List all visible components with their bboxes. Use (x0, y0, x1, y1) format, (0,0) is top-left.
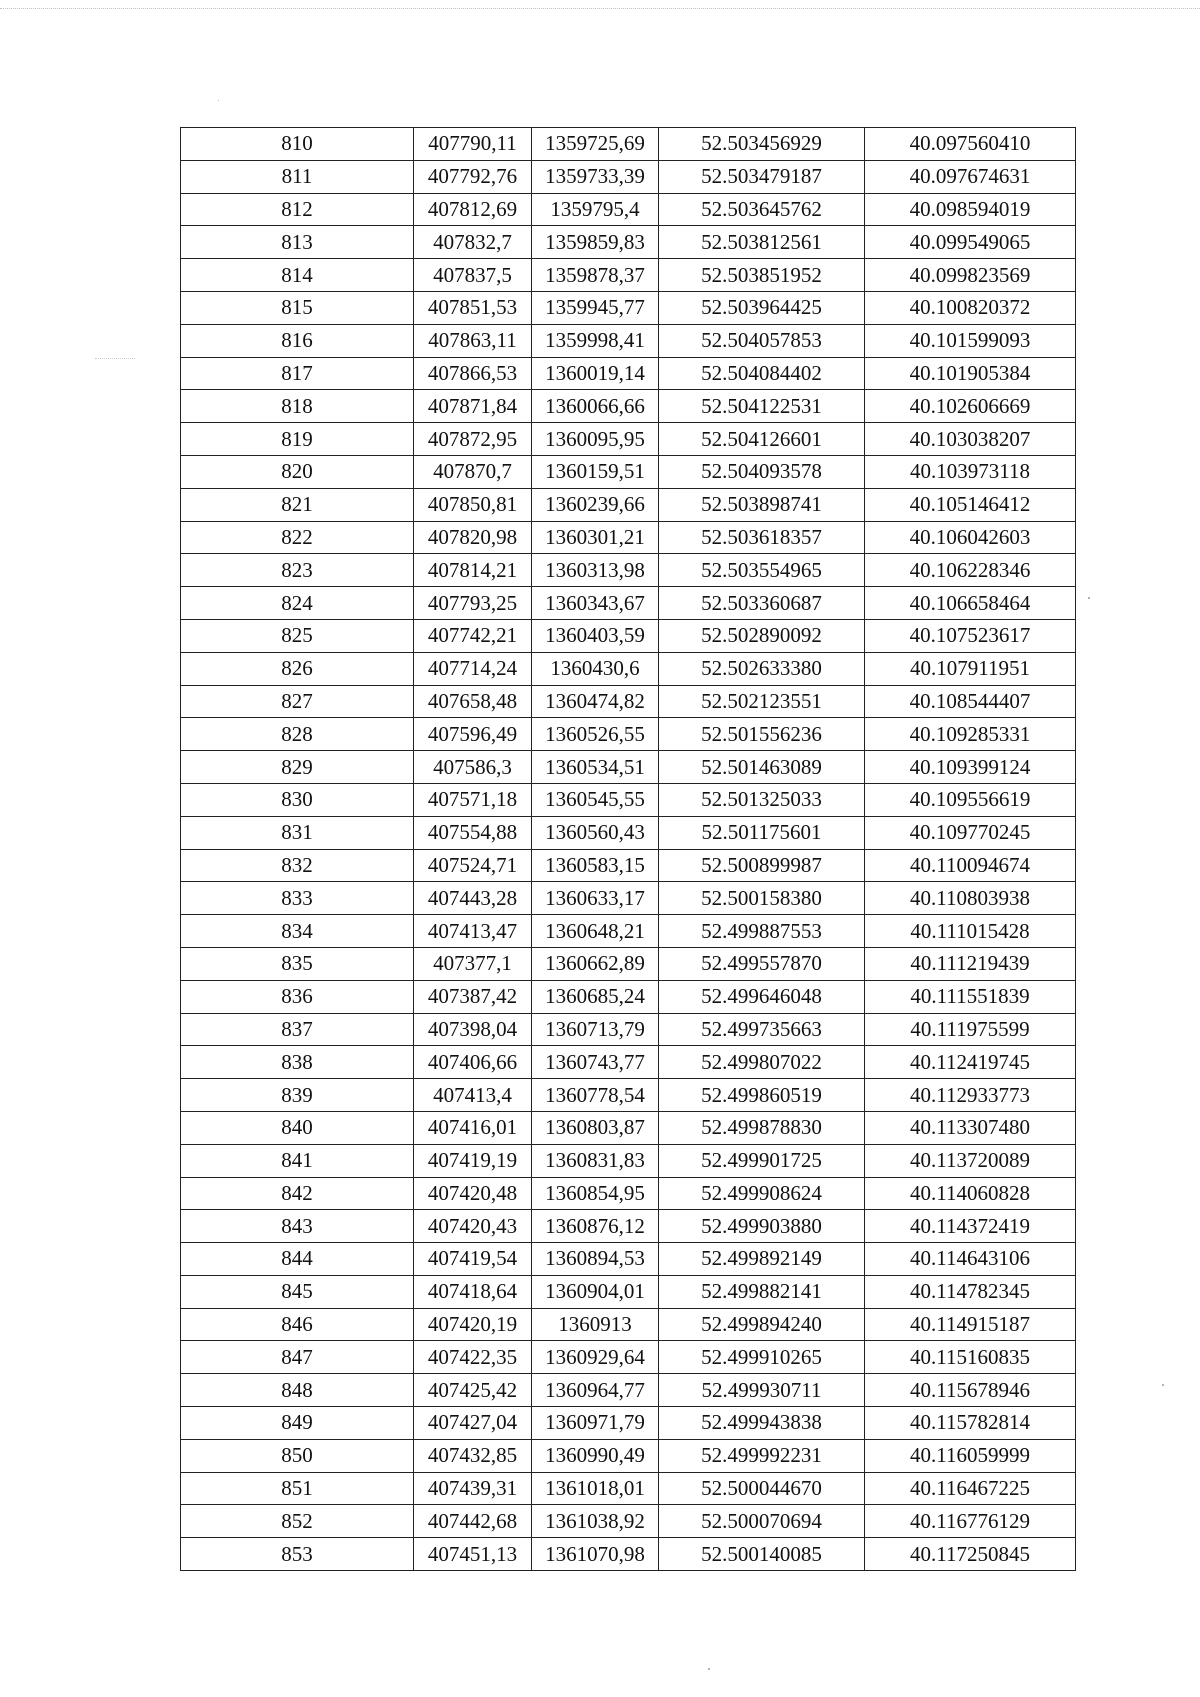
x-coordinate-cell: 407820,98 (414, 521, 532, 554)
table-row (181, 1046, 1076, 1079)
point-number-cell: 825 (181, 619, 414, 652)
longitude-cell: 40.114915187 (865, 1308, 1076, 1341)
y-coordinate-cell: 1361038,92 (532, 1505, 659, 1538)
point-number-cell: 823 (181, 554, 414, 587)
longitude-cell: 40.107523617 (865, 619, 1076, 652)
point-number-cell: 846 (181, 1308, 414, 1341)
table-row (181, 882, 1076, 915)
x-coordinate-cell: 407406,66 (414, 1046, 532, 1079)
point-number-cell: 838 (181, 1046, 414, 1079)
latitude-cell: 52.499903880 (659, 1210, 865, 1243)
point-number-cell: 841 (181, 1144, 414, 1177)
y-coordinate-cell: 1361018,01 (532, 1472, 659, 1505)
latitude-cell: 52.502633380 (659, 652, 865, 685)
point-number-cell: 815 (181, 291, 414, 324)
longitude-cell: 40.097560410 (865, 128, 1076, 161)
latitude-cell: 52.499901725 (659, 1144, 865, 1177)
longitude-cell: 40.108544407 (865, 685, 1076, 718)
latitude-cell: 52.503456929 (659, 128, 865, 161)
x-coordinate-cell: 407413,47 (414, 915, 532, 948)
point-number-cell: 843 (181, 1210, 414, 1243)
longitude-cell: 40.112419745 (865, 1046, 1076, 1079)
y-coordinate-cell: 1360990,49 (532, 1439, 659, 1472)
table-row (181, 685, 1076, 718)
x-coordinate-cell: 407420,19 (414, 1308, 532, 1341)
x-coordinate-cell: 407571,18 (414, 783, 532, 816)
y-coordinate-cell: 1360239,66 (532, 488, 659, 521)
longitude-cell: 40.097674631 (865, 160, 1076, 193)
latitude-cell: 52.503360687 (659, 587, 865, 620)
x-coordinate-cell: 407419,54 (414, 1243, 532, 1276)
scan-artifact (95, 358, 135, 359)
point-number-cell: 851 (181, 1472, 414, 1505)
table-row (181, 226, 1076, 259)
scan-speck (1088, 597, 1090, 599)
table-row (181, 783, 1076, 816)
latitude-cell: 52.500070694 (659, 1505, 865, 1538)
longitude-cell: 40.115160835 (865, 1341, 1076, 1374)
x-coordinate-cell: 407851,53 (414, 291, 532, 324)
longitude-cell: 40.099823569 (865, 259, 1076, 292)
table-row (181, 357, 1076, 390)
table-row (181, 1308, 1076, 1341)
point-number-cell: 834 (181, 915, 414, 948)
longitude-cell: 40.109285331 (865, 718, 1076, 751)
x-coordinate-cell: 407387,42 (414, 980, 532, 1013)
coordinates-table (180, 127, 1076, 1571)
y-coordinate-cell: 1359795,4 (532, 193, 659, 226)
table-row (181, 1144, 1076, 1177)
latitude-cell: 52.503964425 (659, 291, 865, 324)
y-coordinate-cell: 1359725,69 (532, 128, 659, 161)
longitude-cell: 40.117250845 (865, 1538, 1076, 1571)
longitude-cell: 40.116776129 (865, 1505, 1076, 1538)
latitude-cell: 52.501175601 (659, 816, 865, 849)
latitude-cell: 52.503851952 (659, 259, 865, 292)
point-number-cell: 810 (181, 128, 414, 161)
table-row (181, 718, 1076, 751)
x-coordinate-cell: 407422,35 (414, 1341, 532, 1374)
y-coordinate-cell: 1360904,01 (532, 1275, 659, 1308)
y-coordinate-cell: 1360803,87 (532, 1111, 659, 1144)
y-coordinate-cell: 1360066,66 (532, 390, 659, 423)
scan-edge-line (0, 8, 1200, 9)
y-coordinate-cell: 1361070,98 (532, 1538, 659, 1571)
table-row (181, 1177, 1076, 1210)
table-row (181, 587, 1076, 620)
point-number-cell: 816 (181, 324, 414, 357)
y-coordinate-cell: 1360913 (532, 1308, 659, 1341)
latitude-cell: 52.502123551 (659, 685, 865, 718)
y-coordinate-cell: 1360313,98 (532, 554, 659, 587)
longitude-cell: 40.110803938 (865, 882, 1076, 915)
latitude-cell: 52.499878830 (659, 1111, 865, 1144)
table-row (181, 915, 1076, 948)
x-coordinate-cell: 407790,11 (414, 128, 532, 161)
longitude-cell: 40.116059999 (865, 1439, 1076, 1472)
table-row (181, 1505, 1076, 1538)
table-row (181, 128, 1076, 161)
longitude-cell: 40.110094674 (865, 849, 1076, 882)
x-coordinate-cell: 407870,7 (414, 455, 532, 488)
y-coordinate-cell: 1360633,17 (532, 882, 659, 915)
y-coordinate-cell: 1360095,95 (532, 423, 659, 456)
point-number-cell: 820 (181, 455, 414, 488)
scan-speck (218, 100, 219, 101)
y-coordinate-cell: 1359859,83 (532, 226, 659, 259)
y-coordinate-cell: 1360876,12 (532, 1210, 659, 1243)
latitude-cell: 52.500044670 (659, 1472, 865, 1505)
latitude-cell: 52.503554965 (659, 554, 865, 587)
point-number-cell: 812 (181, 193, 414, 226)
x-coordinate-cell: 407586,3 (414, 751, 532, 784)
table-row (181, 1013, 1076, 1046)
table-row (181, 521, 1076, 554)
table-row (181, 751, 1076, 784)
longitude-cell: 40.103038207 (865, 423, 1076, 456)
longitude-cell: 40.115782814 (865, 1407, 1076, 1440)
longitude-cell: 40.103973118 (865, 455, 1076, 488)
table-row (181, 1472, 1076, 1505)
latitude-cell: 52.499807022 (659, 1046, 865, 1079)
table-row (181, 488, 1076, 521)
point-number-cell: 836 (181, 980, 414, 1013)
point-number-cell: 847 (181, 1341, 414, 1374)
longitude-cell: 40.105146412 (865, 488, 1076, 521)
x-coordinate-cell: 407793,25 (414, 587, 532, 620)
point-number-cell: 822 (181, 521, 414, 554)
longitude-cell: 40.099549065 (865, 226, 1076, 259)
point-number-cell: 814 (181, 259, 414, 292)
latitude-cell: 52.503898741 (659, 488, 865, 521)
x-coordinate-cell: 407427,04 (414, 1407, 532, 1440)
y-coordinate-cell: 1360685,24 (532, 980, 659, 1013)
table-row (181, 1275, 1076, 1308)
x-coordinate-cell: 407419,19 (414, 1144, 532, 1177)
longitude-cell: 40.111015428 (865, 915, 1076, 948)
longitude-cell: 40.109770245 (865, 816, 1076, 849)
point-number-cell: 818 (181, 390, 414, 423)
x-coordinate-cell: 407420,43 (414, 1210, 532, 1243)
x-coordinate-cell: 407832,7 (414, 226, 532, 259)
x-coordinate-cell: 407714,24 (414, 652, 532, 685)
table-row (181, 619, 1076, 652)
table-row (181, 193, 1076, 226)
point-number-cell: 832 (181, 849, 414, 882)
longitude-cell: 40.115678946 (865, 1374, 1076, 1407)
y-coordinate-cell: 1360474,82 (532, 685, 659, 718)
y-coordinate-cell: 1359733,39 (532, 160, 659, 193)
latitude-cell: 52.503479187 (659, 160, 865, 193)
table-row (181, 1210, 1076, 1243)
table-row (181, 652, 1076, 685)
longitude-cell: 40.109556619 (865, 783, 1076, 816)
y-coordinate-cell: 1360430,6 (532, 652, 659, 685)
y-coordinate-cell: 1360778,54 (532, 1079, 659, 1112)
table-row (181, 816, 1076, 849)
scan-speck (1162, 1384, 1164, 1386)
point-number-cell: 821 (181, 488, 414, 521)
table-row (181, 324, 1076, 357)
table-row (181, 259, 1076, 292)
y-coordinate-cell: 1360929,64 (532, 1341, 659, 1374)
table-row (181, 291, 1076, 324)
y-coordinate-cell: 1360971,79 (532, 1407, 659, 1440)
x-coordinate-cell: 407451,13 (414, 1538, 532, 1571)
table-row (181, 1374, 1076, 1407)
y-coordinate-cell: 1360743,77 (532, 1046, 659, 1079)
table-row (181, 1079, 1076, 1112)
latitude-cell: 52.499894240 (659, 1308, 865, 1341)
y-coordinate-cell: 1360662,89 (532, 947, 659, 980)
point-number-cell: 826 (181, 652, 414, 685)
latitude-cell: 52.499646048 (659, 980, 865, 1013)
longitude-cell: 40.098594019 (865, 193, 1076, 226)
x-coordinate-cell: 407442,68 (414, 1505, 532, 1538)
point-number-cell: 811 (181, 160, 414, 193)
longitude-cell: 40.111219439 (865, 947, 1076, 980)
latitude-cell: 52.504126601 (659, 423, 865, 456)
point-number-cell: 839 (181, 1079, 414, 1112)
longitude-cell: 40.109399124 (865, 751, 1076, 784)
coordinates-table-body (181, 128, 1076, 1571)
latitude-cell: 52.499860519 (659, 1079, 865, 1112)
x-coordinate-cell: 407837,5 (414, 259, 532, 292)
longitude-cell: 40.111975599 (865, 1013, 1076, 1046)
table-row (181, 160, 1076, 193)
latitude-cell: 52.499992231 (659, 1439, 865, 1472)
latitude-cell: 52.500899987 (659, 849, 865, 882)
y-coordinate-cell: 1360894,53 (532, 1243, 659, 1276)
point-number-cell: 842 (181, 1177, 414, 1210)
x-coordinate-cell: 407554,88 (414, 816, 532, 849)
latitude-cell: 52.499887553 (659, 915, 865, 948)
y-coordinate-cell: 1360534,51 (532, 751, 659, 784)
latitude-cell: 52.502890092 (659, 619, 865, 652)
x-coordinate-cell: 407792,76 (414, 160, 532, 193)
point-number-cell: 848 (181, 1374, 414, 1407)
latitude-cell: 52.499892149 (659, 1243, 865, 1276)
longitude-cell: 40.112933773 (865, 1079, 1076, 1112)
y-coordinate-cell: 1360854,95 (532, 1177, 659, 1210)
y-coordinate-cell: 1360019,14 (532, 357, 659, 390)
table-row (181, 849, 1076, 882)
x-coordinate-cell: 407443,28 (414, 882, 532, 915)
longitude-cell: 40.107911951 (865, 652, 1076, 685)
x-coordinate-cell: 407863,11 (414, 324, 532, 357)
y-coordinate-cell: 1360343,67 (532, 587, 659, 620)
x-coordinate-cell: 407418,64 (414, 1275, 532, 1308)
x-coordinate-cell: 407658,48 (414, 685, 532, 718)
point-number-cell: 850 (181, 1439, 414, 1472)
x-coordinate-cell: 407377,1 (414, 947, 532, 980)
y-coordinate-cell: 1360583,15 (532, 849, 659, 882)
latitude-cell: 52.499882141 (659, 1275, 865, 1308)
x-coordinate-cell: 407812,69 (414, 193, 532, 226)
latitude-cell: 52.504093578 (659, 455, 865, 488)
x-coordinate-cell: 407872,95 (414, 423, 532, 456)
latitude-cell: 52.499735663 (659, 1013, 865, 1046)
y-coordinate-cell: 1360648,21 (532, 915, 659, 948)
latitude-cell: 52.499557870 (659, 947, 865, 980)
x-coordinate-cell: 407524,71 (414, 849, 532, 882)
table-row (181, 554, 1076, 587)
table-row (181, 455, 1076, 488)
y-coordinate-cell: 1360545,55 (532, 783, 659, 816)
longitude-cell: 40.106042603 (865, 521, 1076, 554)
table-row (181, 1341, 1076, 1374)
point-number-cell: 827 (181, 685, 414, 718)
latitude-cell: 52.499910265 (659, 1341, 865, 1374)
table-row (181, 947, 1076, 980)
x-coordinate-cell: 407416,01 (414, 1111, 532, 1144)
longitude-cell: 40.114060828 (865, 1177, 1076, 1210)
latitude-cell: 52.500158380 (659, 882, 865, 915)
point-number-cell: 849 (181, 1407, 414, 1440)
x-coordinate-cell: 407866,53 (414, 357, 532, 390)
y-coordinate-cell: 1360403,59 (532, 619, 659, 652)
point-number-cell: 853 (181, 1538, 414, 1571)
table-row (181, 980, 1076, 1013)
point-number-cell: 835 (181, 947, 414, 980)
y-coordinate-cell: 1359878,37 (532, 259, 659, 292)
point-number-cell: 828 (181, 718, 414, 751)
longitude-cell: 40.116467225 (865, 1472, 1076, 1505)
y-coordinate-cell: 1359998,41 (532, 324, 659, 357)
y-coordinate-cell: 1359945,77 (532, 291, 659, 324)
x-coordinate-cell: 407398,04 (414, 1013, 532, 1046)
table-row (181, 1111, 1076, 1144)
latitude-cell: 52.503618357 (659, 521, 865, 554)
latitude-cell: 52.501556236 (659, 718, 865, 751)
y-coordinate-cell: 1360301,21 (532, 521, 659, 554)
point-number-cell: 844 (181, 1243, 414, 1276)
point-number-cell: 831 (181, 816, 414, 849)
latitude-cell: 52.501325033 (659, 783, 865, 816)
longitude-cell: 40.102606669 (865, 390, 1076, 423)
latitude-cell: 52.503812561 (659, 226, 865, 259)
longitude-cell: 40.114643106 (865, 1243, 1076, 1276)
x-coordinate-cell: 407413,4 (414, 1079, 532, 1112)
scan-speck (708, 1668, 710, 1670)
point-number-cell: 845 (181, 1275, 414, 1308)
x-coordinate-cell: 407596,49 (414, 718, 532, 751)
latitude-cell: 52.501463089 (659, 751, 865, 784)
table-row (181, 1538, 1076, 1571)
longitude-cell: 40.114782345 (865, 1275, 1076, 1308)
longitude-cell: 40.101599093 (865, 324, 1076, 357)
y-coordinate-cell: 1360159,51 (532, 455, 659, 488)
longitude-cell: 40.113307480 (865, 1111, 1076, 1144)
table-row (181, 423, 1076, 456)
longitude-cell: 40.106228346 (865, 554, 1076, 587)
x-coordinate-cell: 407850,81 (414, 488, 532, 521)
y-coordinate-cell: 1360964,77 (532, 1374, 659, 1407)
latitude-cell: 52.499943838 (659, 1407, 865, 1440)
x-coordinate-cell: 407439,31 (414, 1472, 532, 1505)
x-coordinate-cell: 407432,85 (414, 1439, 532, 1472)
table-row (181, 1439, 1076, 1472)
latitude-cell: 52.500140085 (659, 1538, 865, 1571)
latitude-cell: 52.499908624 (659, 1177, 865, 1210)
latitude-cell: 52.504057853 (659, 324, 865, 357)
point-number-cell: 819 (181, 423, 414, 456)
point-number-cell: 840 (181, 1111, 414, 1144)
x-coordinate-cell: 407742,21 (414, 619, 532, 652)
x-coordinate-cell: 407420,48 (414, 1177, 532, 1210)
longitude-cell: 40.111551839 (865, 980, 1076, 1013)
point-number-cell: 852 (181, 1505, 414, 1538)
x-coordinate-cell: 407425,42 (414, 1374, 532, 1407)
point-number-cell: 830 (181, 783, 414, 816)
longitude-cell: 40.101905384 (865, 357, 1076, 390)
longitude-cell: 40.100820372 (865, 291, 1076, 324)
x-coordinate-cell: 407814,21 (414, 554, 532, 587)
point-number-cell: 817 (181, 357, 414, 390)
longitude-cell: 40.114372419 (865, 1210, 1076, 1243)
point-number-cell: 837 (181, 1013, 414, 1046)
y-coordinate-cell: 1360713,79 (532, 1013, 659, 1046)
table-row (181, 1407, 1076, 1440)
y-coordinate-cell: 1360560,43 (532, 816, 659, 849)
latitude-cell: 52.499930711 (659, 1374, 865, 1407)
longitude-cell: 40.113720089 (865, 1144, 1076, 1177)
point-number-cell: 813 (181, 226, 414, 259)
point-number-cell: 824 (181, 587, 414, 620)
longitude-cell: 40.106658464 (865, 587, 1076, 620)
x-coordinate-cell: 407871,84 (414, 390, 532, 423)
latitude-cell: 52.504084402 (659, 357, 865, 390)
y-coordinate-cell: 1360831,83 (532, 1144, 659, 1177)
table-row (181, 1243, 1076, 1276)
latitude-cell: 52.504122531 (659, 390, 865, 423)
table-row (181, 390, 1076, 423)
point-number-cell: 829 (181, 751, 414, 784)
point-number-cell: 833 (181, 882, 414, 915)
y-coordinate-cell: 1360526,55 (532, 718, 659, 751)
latitude-cell: 52.503645762 (659, 193, 865, 226)
